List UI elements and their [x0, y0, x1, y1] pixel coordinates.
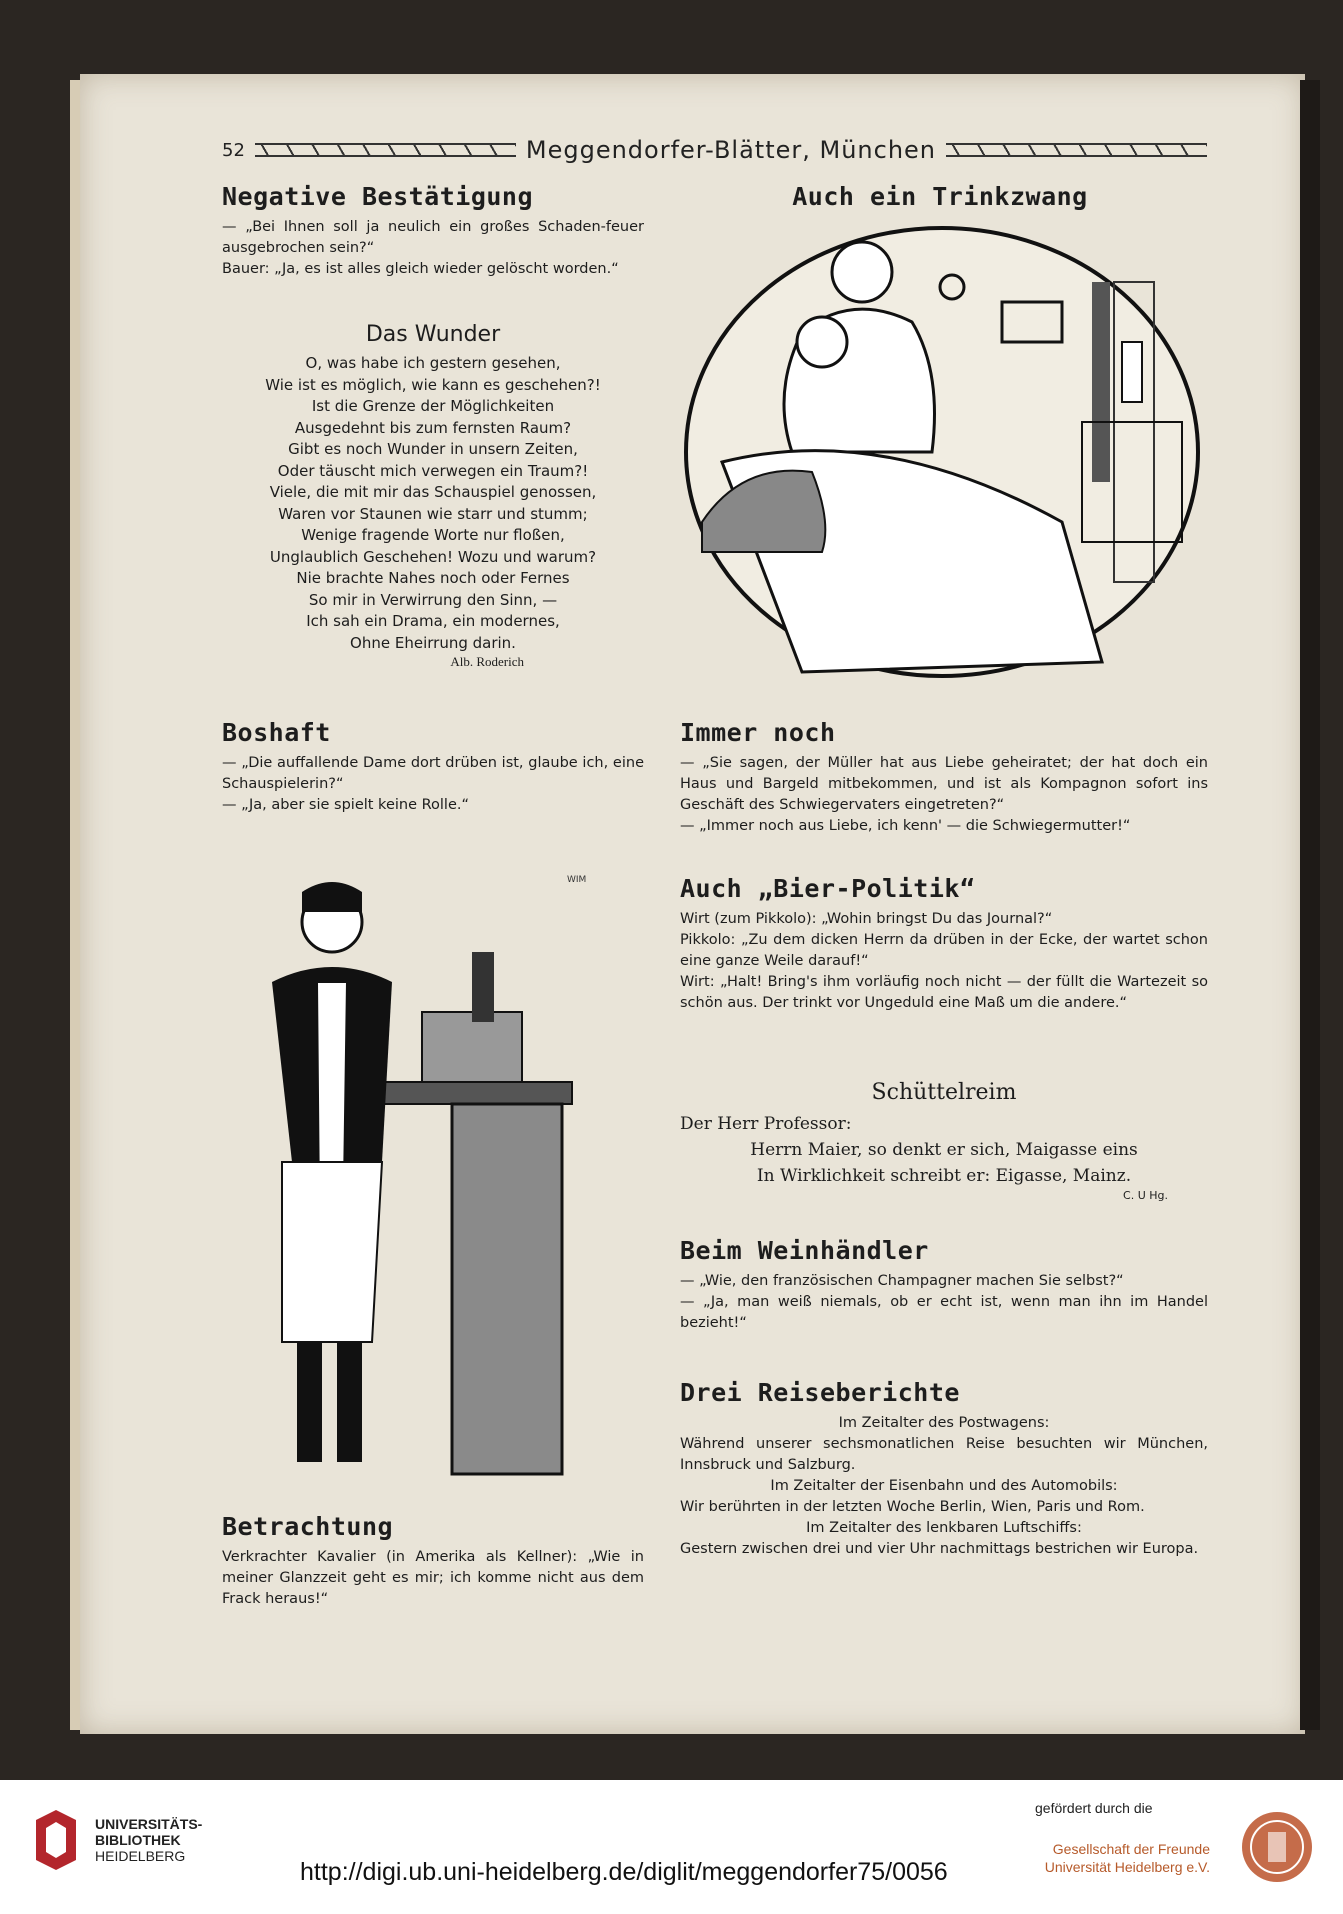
trinkzwang-section [680, 182, 1200, 217]
report-text: Während unserer sechsmonatlichen Reise besuchten wir München, Innsbruck und Salzburg. [680, 1436, 1208, 1473]
header-ornament [946, 143, 1207, 157]
report-text: Wir berührten in der letzten Woche Berlin, Wien, Paris und Rom. [680, 1499, 1145, 1515]
rhyme-intro: Der Herr Professor: [680, 1114, 852, 1134]
section-title: Betrachtung [222, 1512, 394, 1541]
dialogue-line: — „Sie sagen, der Müller hat aus Liebe geheiratet; der hat doch ein Haus und Bargeld mitbekommen, und ist als Kompagnon sofort ins Geschäft des Schwiegervaters eingetreten?“ [680, 755, 1208, 813]
dialogue-line: Pikkolo: „Zu dem dicken Herrn da drüben in der Ecke, der wartet schon eine ganze Weile darauf!“ [680, 932, 1208, 969]
funded-by: gefördert durch die [1035, 1800, 1153, 1816]
poem-line: Ich sah ein Drama, ein modernes, [306, 612, 560, 630]
poem-line: So mir in Verwirrung den Sinn, — [308, 590, 558, 609]
poem-line: Nie brachte Nahes noch oder Fernes [296, 569, 570, 587]
dialogue-line: Verkrachter Kavalier (in Amerika als Kellner): „Wie in meiner Glanzzeit geht es mir; ich komme nicht aus dem Frack heraus!“ [222, 1549, 644, 1607]
section-title: Beim Weinhändler [680, 1236, 929, 1265]
library-name-line: HEIDELBERG [95, 1848, 186, 1864]
society-name [1020, 1840, 1210, 1876]
dialogue-line: — „Immer noch aus Liebe, ich kenn' — die Schwiegermutter!“ [680, 818, 1131, 834]
section-title: Auch „Bier-Politik“ [680, 874, 976, 903]
dialogue-line: — „Die auffallende Dame dort drüben ist, glaube ich, eine Schauspielerin?“ [222, 755, 644, 792]
poem-line: Ist die Grenze der Möglichkeiten [311, 397, 555, 415]
library-name-line: BIBLIOTHEK [95, 1832, 181, 1848]
poem-author: Alb. Roderich [450, 654, 524, 669]
betrachtung-section [222, 1512, 644, 1610]
poem-line: Unglaublich Geschehen! Wozu und warum? [269, 547, 597, 566]
poem-line: Viele, die mit mir das Schauspiel genossen, [269, 483, 597, 501]
library-name [95, 1816, 202, 1864]
era-heading: Im Zeitalter des Postwagens: [838, 1415, 1050, 1431]
book-gutter [1300, 80, 1320, 1730]
poem-line: Ohne Eheirrung darin. [350, 633, 516, 652]
waiter-illustration [222, 862, 644, 1502]
page-number: 52 [222, 139, 245, 161]
section-title: Drei Reiseberichte [680, 1378, 960, 1407]
illustration-signature: WIM [567, 875, 587, 885]
bier-politik-section [680, 874, 1208, 1014]
university-seal-icon [1240, 1810, 1315, 1885]
section-title: Immer noch [680, 718, 836, 747]
rhyme-line: In Wirklichkeit schreibt er: Eigasse, Mainz. [756, 1166, 1132, 1186]
header-ornament [255, 143, 516, 157]
weinhaendler-section [680, 1236, 1208, 1334]
dialogue-line: Wirt (zum Pikkolo): „Wohin bringst Du das Journal?“ [680, 911, 1053, 927]
poem-line: Gibt es noch Wunder in unsern Zeiten, [288, 440, 578, 458]
era-heading: Im Zeitalter der Eisenbahn und des Automobils: [770, 1478, 1118, 1494]
poem-line: Wenige fragende Worte nur floßen, [301, 526, 565, 544]
poem-line: Ausgedehnt bis zum fernsten Raum? [294, 418, 572, 437]
rhyme-author: C. U Hg. [1123, 1189, 1168, 1202]
poem-line: O, was habe ich gestern gesehen, [305, 354, 561, 372]
reiseberichte-section [680, 1378, 1208, 1560]
poem-line: Oder täuscht mich verwegen ein Traum?! [277, 461, 589, 480]
rhyme-line: Herrn Maier, so denkt er sich, Maigasse eins [750, 1140, 1138, 1160]
society-name-line: Universität Heidelberg e.V. [1044, 1859, 1210, 1875]
footer-bar [0, 1780, 1343, 1914]
poem-line: Wie ist es möglich, wie kann es geschehen?! [265, 375, 601, 394]
library-name-line: UNIVERSITÄTS- [95, 1816, 203, 1832]
library-logo-icon [28, 1810, 86, 1872]
immer-noch-section [680, 718, 1208, 837]
boshaft-section [222, 718, 644, 816]
section-title: Schüttelreim [871, 1080, 1017, 1105]
section-title: Negative Bestätigung [222, 182, 534, 211]
schuettelreim-section [680, 1080, 1208, 1202]
negative-section [222, 182, 644, 280]
wunder-poem [222, 322, 644, 670]
dialogue-line: — „Wie, den französischen Champagner machen Sie selbst?“ [680, 1273, 1124, 1289]
dialogue-line: Bauer: „Ja, es ist alles gleich wieder gelöscht worden.“ [222, 261, 619, 277]
section-title: Boshaft [222, 718, 331, 747]
report-text: Gestern zwischen drei und vier Uhr nachmittags bestrichen wir Europa. [680, 1541, 1199, 1557]
poem-line: Waren vor Staunen wie starr und stumm; [278, 504, 588, 523]
source-url-link[interactable]: http://digi.ub.uni-heidelberg.de/diglit/meggendorfer75/0056 [300, 1858, 948, 1886]
nurse-feeding-illustration [682, 222, 1202, 682]
section-title: Auch ein Trinkzwang [792, 182, 1088, 211]
era-heading: Im Zeitalter des lenkbaren Luftschiffs: [806, 1520, 1082, 1536]
magazine-title: Meggendorfer-Blätter, München [525, 136, 937, 164]
dialogue-line: — „Ja, aber sie spielt keine Rolle.“ [222, 797, 470, 813]
dialogue-line: Wirt: „Halt! Bring's ihm vorläufig noch nicht — der füllt die Wartezeit so schön aus. Der trinkt vor Ungeduld eine Maß um die andere.“ [680, 974, 1208, 1011]
dialogue-line: — „Bei Ihnen soll ja neulich ein großes Schaden-feuer ausgebrochen sein?“ [222, 219, 644, 256]
dialogue-line: — „Ja, man weiß niemals, ob er echt ist, wenn man ihn im Handel bezieht!“ [680, 1294, 1208, 1331]
poem-title: Das Wunder [365, 322, 501, 347]
society-name-line: Gesellschaft der Freunde [1052, 1841, 1210, 1857]
running-header [222, 136, 1207, 164]
